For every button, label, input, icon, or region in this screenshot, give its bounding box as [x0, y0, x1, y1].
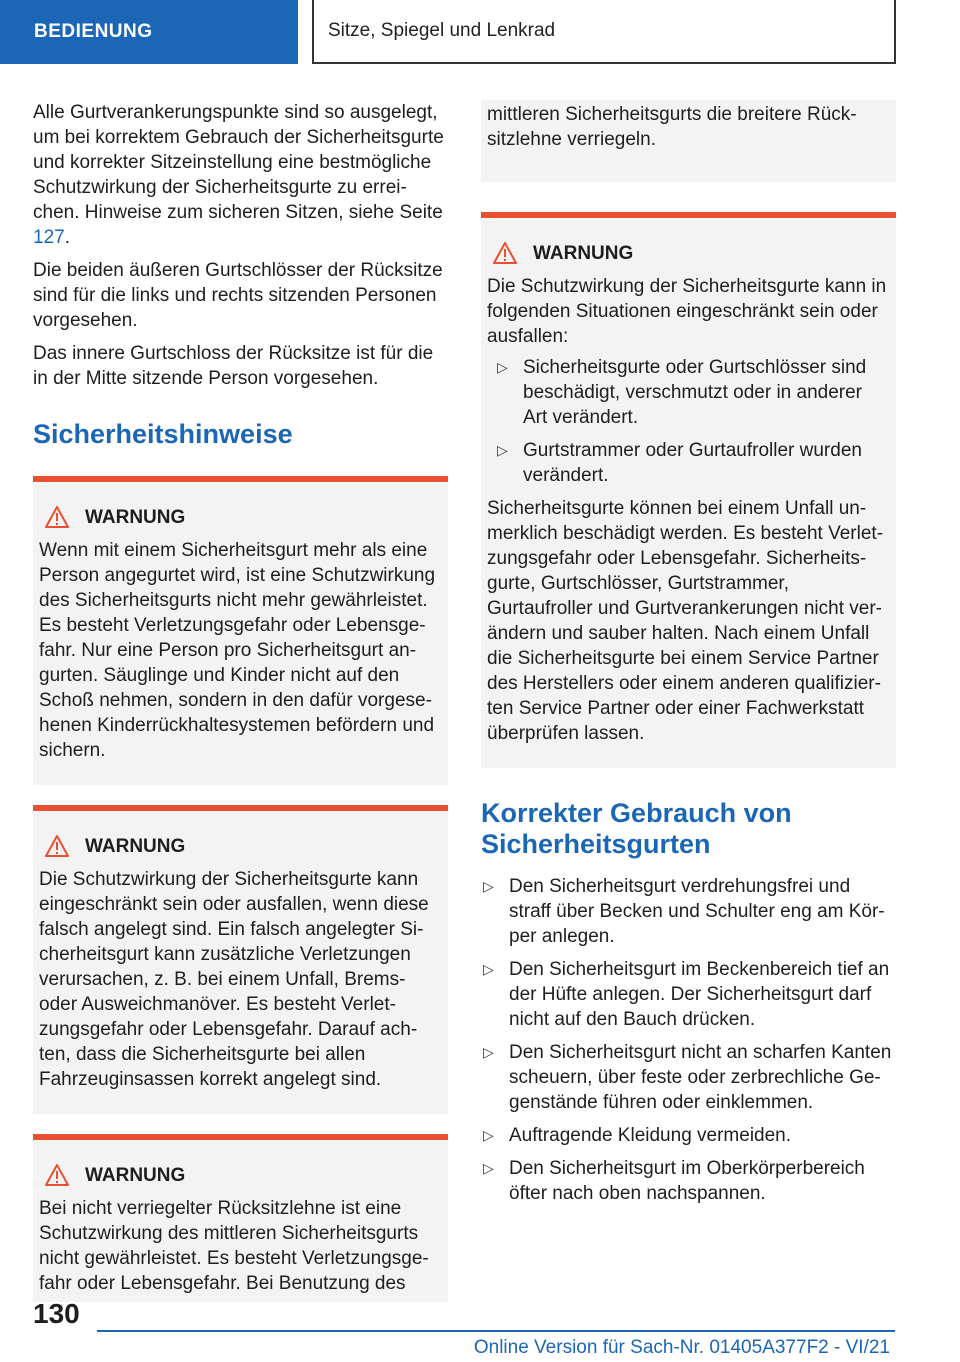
warning-text: Sicherheitsgurte können bei einem Unfall un-merklich beschädigt werden. Es besteht Verlet-zungsgefahr oder Lebensgefahr. Sicherheits-gurte, Gurtschlösser, Gurtstrammer, Gurtaufroller und Gurtverankerungen nicht ver-ändern und sauber halten. Nach einem Unfall die Sicherheitsgurte bei einem Service Partner des Herstellers oder einem anderen qualifizier-ten Service Partner oder einer Fachwerkstatt überprüfen lassen. — [487, 498, 884, 744]
triangle-right-bullet-icon: ▷ — [497, 442, 508, 458]
left-column — [33, 100, 448, 1302]
warning-triangle-icon — [493, 242, 517, 264]
chapter-header — [312, 0, 896, 64]
warning-title: WARNUNG — [533, 242, 634, 264]
warning-box-continued — [481, 100, 896, 182]
warning-header — [45, 1162, 440, 1188]
footer-divider — [97, 1330, 895, 1332]
triangle-right-bullet-icon: ▷ — [483, 961, 494, 977]
triangle-right-bullet-icon: ▷ — [483, 1160, 494, 1176]
warning-text: Wenn mit einem Sicherheitsgurt mehr als eine Person angegurtet wird, ist eine Schutzwirkung des Sicherheitsgurts nicht mehr gewährleistet. Es besteht Verletzungsgefahr oder Lebensge-fahr. Nur eine Person pro Sicherheitsgurt an-gurten. Säuglinge und Kinder nicht auf den Schoß nehmen, sondern in den dafür vorgese-henen Kinderrückhaltesystemen befördern und sichern. — [39, 540, 436, 761]
warning-triangle-icon — [45, 835, 69, 857]
section-tab — [0, 0, 298, 64]
triangle-right-bullet-icon: ▷ — [483, 878, 494, 894]
warning-box — [33, 476, 448, 785]
triangle-right-bullet-icon: ▷ — [497, 359, 508, 375]
chapter-title: Sitze, Spiegel und Lenkrad — [328, 20, 556, 41]
warning-triangle-icon — [45, 1164, 69, 1186]
page-number: 130 — [33, 1298, 80, 1329]
warning-triangle-icon — [45, 506, 69, 528]
paragraph: Alle Gurtverankerungspunkte sind so ausgelegt, um bei korrektem Gebrauch der Sicherheitsgurte und korrekter Sitzeinstellung eine bestmögliche Schutzwirkung der Sicherheitsgurte zu errei-chen. Hinweise zum sicheren Sitzen, siehe Seite 127. — [33, 102, 444, 248]
section-heading: Korrekter Gebrauch von Sicherheitsgurten — [481, 798, 792, 859]
triangle-right-bullet-icon: ▷ — [483, 1127, 494, 1143]
warning-header — [45, 833, 440, 859]
warning-box — [33, 1134, 448, 1302]
warning-box — [33, 805, 448, 1114]
warning-text: Bei nicht verriegelter Rücksitzlehne ist eine Schutzwirkung des mittleren Sicherheitsgurts nicht gewährleistet. Es besteht Verletzungsge-fahr oder Lebensgefahr. Bei Benutzung des — [39, 1198, 429, 1294]
triangle-right-bullet-icon: ▷ — [483, 1044, 494, 1060]
list-item: ▷ Den Sicherheitsgurt im Oberkörperbereich öfter nach oben nachspannen. — [483, 1158, 865, 1204]
list-item: ▷ Den Sicherheitsgurt nicht an scharfen Kanten scheuern, über feste oder zerbrechliche Ge-genstände führen oder einklemmen. — [483, 1042, 892, 1113]
list-item: ▷ Sicherheitsgurte oder Gurtschlösser sind beschädigt, verschmutzt oder in anderer Art verändert. — [497, 357, 867, 428]
list-item: ▷ Den Sicherheitsgurt verdrehungsfrei und straff über Becken und Schulter eng am Kör-per anlegen. — [483, 876, 885, 947]
online-version-text: Online Version für Sach-Nr. 01405A377F2 - VI/21 — [473, 1337, 890, 1358]
list-item: ▷ Den Sicherheitsgurt im Beckenbereich tief an der Hüfte anlegen. Der Sicherheitsgurt darf nicht auf den Bauch drücken. — [483, 959, 890, 1030]
list-item: ▷ Gurtstrammer oder Gurtaufroller wurden verändert. — [497, 440, 862, 486]
paragraph: Die beiden äußeren Gurtschlösser der Rücksitze sind für die links und rechts sitzenden Personen vorgesehen. — [33, 260, 443, 331]
usage-list — [481, 874, 896, 1206]
list-item: ▷ Auftragende Kleidung vermeiden. — [483, 1125, 792, 1146]
warning-text: Die Schutzwirkung der Sicherheitsgurte kann in folgenden Situationen eingeschränkt sein oder ausfallen: — [487, 276, 887, 347]
warning-header — [45, 504, 440, 530]
warning-list — [487, 355, 888, 488]
paragraph: Das innere Gurtschloss der Rücksitze ist für die in der Mitte sitzende Person vorgesehen. — [33, 343, 434, 389]
warning-box — [481, 212, 896, 768]
warning-text: Die Schutzwirkung der Sicherheitsgurte kann eingeschränkt sein oder ausfallen, wenn diese falsch angelegt sind. Ein falsch angelegter Si-cherheitsgurt kann zusätzliche Verletzungen verursachen, z. B. bei einem Unfall, Brems- oder Ausweichmanöver. Es besteht Verlet-zungsgefahr oder Lebensgefahr. Darauf ach-ten, dass die Sicherheitsgurte bei allen Fahrzeuginsassen korrekt angelegt sind. — [39, 869, 429, 1090]
right-column — [481, 100, 896, 1214]
warning-title: WARNUNG — [85, 506, 186, 528]
section-heading: Sicherheitshinweise — [33, 419, 293, 449]
section-title: BEDIENUNG — [34, 21, 153, 42]
warning-title: WARNUNG — [85, 1164, 186, 1186]
page-link[interactable]: 127 — [33, 227, 65, 248]
warning-header — [493, 240, 888, 266]
warning-text: mittleren Sicherheitsgurts die breitere Rück-sitzlehne verriegeln. — [487, 104, 857, 150]
warning-title: WARNUNG — [85, 835, 186, 857]
